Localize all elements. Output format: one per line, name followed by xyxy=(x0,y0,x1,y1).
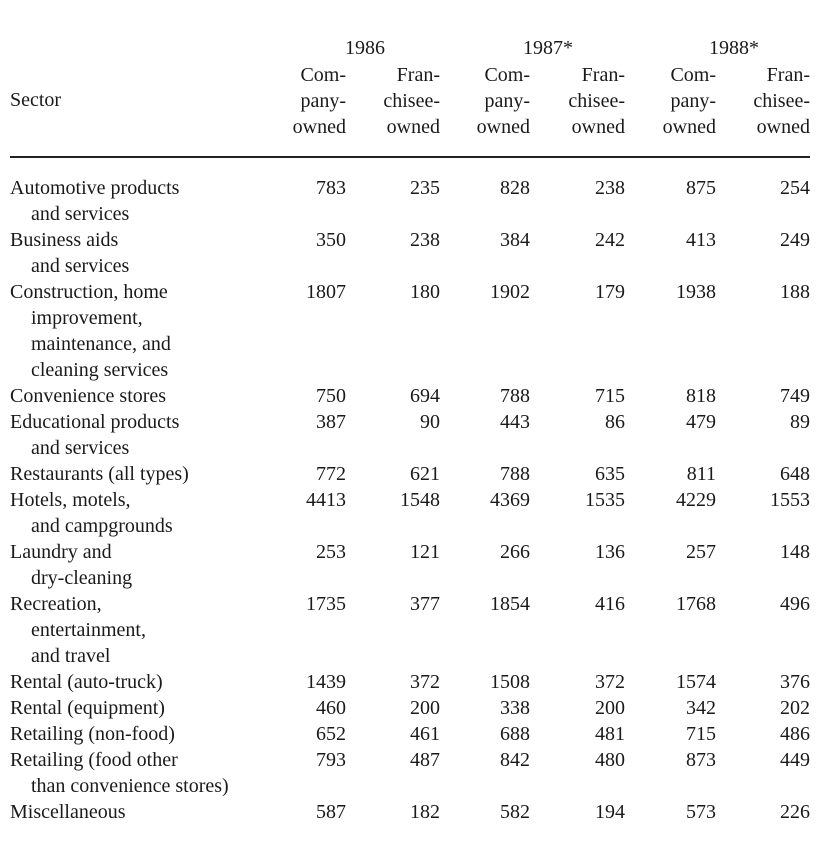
table-row xyxy=(0,799,820,825)
sector-name xyxy=(10,175,280,227)
column-header-1986-company-owned: Com- pany- owned xyxy=(292,64,346,138)
column-header-1988-company-owned: Com- pany- owned xyxy=(662,64,716,138)
sector-name xyxy=(10,695,280,721)
cell-1988-company-owned: 479 xyxy=(686,411,716,433)
sector-name-line: Hotels, motels, xyxy=(10,489,131,511)
sector-name-line: Restaurants (all types) xyxy=(10,463,189,485)
cell-1986-franchisee-owned: 694 xyxy=(410,385,440,407)
cell-1986-company-owned: 587 xyxy=(316,801,346,823)
cell-1986-company-owned: 1807 xyxy=(306,281,346,303)
header-rule xyxy=(10,156,810,158)
cell-1988-company-owned: 873 xyxy=(686,749,716,771)
table-row xyxy=(0,227,820,279)
cell-1987-company-owned: 4369 xyxy=(490,489,530,511)
cell-1986-company-owned: 350 xyxy=(316,229,346,251)
cell-1988-company-owned: 1938 xyxy=(676,281,716,303)
sector-name-continuation: and services xyxy=(31,437,130,459)
cell-1986-company-owned: 1439 xyxy=(306,671,346,693)
sector-name-continuation: cleaning services xyxy=(31,359,169,381)
sector-name xyxy=(10,799,280,825)
cell-1986-company-owned: 460 xyxy=(316,697,346,719)
cell-1988-franchisee-owned: 648 xyxy=(780,463,810,485)
cell-1987-company-owned: 384 xyxy=(500,229,530,251)
sector-name-line: Automotive products xyxy=(10,177,180,199)
cell-1987-company-owned: 1508 xyxy=(490,671,530,693)
cell-1986-franchisee-owned: 200 xyxy=(410,697,440,719)
cell-1988-franchisee-owned: 496 xyxy=(780,593,810,615)
sector-name-line: Rental (equipment) xyxy=(10,697,165,719)
sector-name-line: Retailing (non-food) xyxy=(10,723,175,745)
cell-1986-franchisee-owned: 487 xyxy=(410,749,440,771)
cell-1988-franchisee-owned: 449 xyxy=(780,749,810,771)
sector-name-line: Construction, home xyxy=(10,281,168,303)
sector-name xyxy=(10,279,280,383)
table-row xyxy=(0,695,820,721)
cell-1987-company-owned: 1902 xyxy=(490,281,530,303)
sector-name xyxy=(10,747,280,799)
cell-1987-franchisee-owned: 179 xyxy=(595,281,625,303)
column-header-1987-company-owned: Com- pany- owned xyxy=(476,64,530,138)
cell-1988-franchisee-owned: 148 xyxy=(780,541,810,563)
cell-1986-company-owned: 253 xyxy=(316,541,346,563)
cell-1986-franchisee-owned: 90 xyxy=(420,411,440,433)
year-heading-1986: 1986 xyxy=(345,37,385,59)
cell-1988-company-owned: 413 xyxy=(686,229,716,251)
table-header xyxy=(0,0,820,160)
sector-name-line: Laundry and xyxy=(10,541,112,563)
cell-1988-company-owned: 875 xyxy=(686,177,716,199)
column-header-1988-franchisee-owned: Fran- chisee- owned xyxy=(753,64,810,138)
cell-1986-franchisee-owned: 238 xyxy=(410,229,440,251)
sector-name xyxy=(10,461,280,487)
cell-1986-company-owned: 387 xyxy=(316,411,346,433)
cell-1986-company-owned: 652 xyxy=(316,723,346,745)
cell-1988-company-owned: 257 xyxy=(686,541,716,563)
cell-1987-franchisee-owned: 136 xyxy=(595,541,625,563)
cell-1987-franchisee-owned: 194 xyxy=(595,801,625,823)
sector-name xyxy=(10,591,280,669)
cell-1987-franchisee-owned: 635 xyxy=(595,463,625,485)
cell-1987-company-owned: 582 xyxy=(500,801,530,823)
cell-1986-franchisee-owned: 180 xyxy=(410,281,440,303)
cell-1987-franchisee-owned: 200 xyxy=(595,697,625,719)
cell-1988-franchisee-owned: 486 xyxy=(780,723,810,745)
cell-1986-franchisee-owned: 372 xyxy=(410,671,440,693)
column-header-1987-franchisee-owned: Fran- chisee- owned xyxy=(568,64,625,138)
cell-1987-company-owned: 443 xyxy=(500,411,530,433)
cell-1986-company-owned: 1735 xyxy=(306,593,346,615)
sector-name-line: Rental (auto-truck) xyxy=(10,671,163,693)
cell-1986-franchisee-owned: 235 xyxy=(410,177,440,199)
sector-name xyxy=(10,721,280,747)
cell-1986-company-owned: 772 xyxy=(316,463,346,485)
cell-1986-company-owned: 783 xyxy=(316,177,346,199)
sector-name-continuation: improvement, xyxy=(31,307,143,329)
year-heading-1987: 1987* xyxy=(523,37,573,59)
table-row xyxy=(0,409,820,461)
sector-name xyxy=(10,227,280,279)
cell-1987-franchisee-owned: 86 xyxy=(605,411,625,433)
cell-1988-company-owned: 342 xyxy=(686,697,716,719)
cell-1986-franchisee-owned: 182 xyxy=(410,801,440,823)
cell-1988-company-owned: 811 xyxy=(686,463,716,485)
cell-1986-franchisee-owned: 461 xyxy=(410,723,440,745)
table-row xyxy=(0,487,820,539)
cell-1988-franchisee-owned: 749 xyxy=(780,385,810,407)
cell-1987-franchisee-owned: 238 xyxy=(595,177,625,199)
sector-name-line: Recreation, xyxy=(10,593,102,615)
sector-name xyxy=(10,539,280,591)
table-row xyxy=(0,279,820,383)
cell-1986-franchisee-owned: 621 xyxy=(410,463,440,485)
sector-name-continuation: and travel xyxy=(31,645,111,667)
cell-1987-company-owned: 788 xyxy=(500,385,530,407)
cell-1987-franchisee-owned: 1535 xyxy=(585,489,625,511)
cell-1988-franchisee-owned: 89 xyxy=(790,411,810,433)
cell-1988-company-owned: 1768 xyxy=(676,593,716,615)
table-row xyxy=(0,747,820,799)
cell-1988-company-owned: 573 xyxy=(686,801,716,823)
cell-1987-company-owned: 338 xyxy=(500,697,530,719)
sector-name xyxy=(10,487,280,539)
table-row xyxy=(0,461,820,487)
cell-1988-company-owned: 1574 xyxy=(676,671,716,693)
year-heading-1988: 1988* xyxy=(709,37,759,59)
cell-1986-franchisee-owned: 121 xyxy=(410,541,440,563)
sector-name-continuation: maintenance, and xyxy=(31,333,171,355)
cell-1987-franchisee-owned: 480 xyxy=(595,749,625,771)
sector-name-line: Educational products xyxy=(10,411,180,433)
cell-1987-franchisee-owned: 416 xyxy=(595,593,625,615)
cell-1988-franchisee-owned: 249 xyxy=(780,229,810,251)
cell-1988-franchisee-owned: 188 xyxy=(780,281,810,303)
cell-1987-company-owned: 266 xyxy=(500,541,530,563)
table-row xyxy=(0,539,820,591)
sector-name-continuation: than convenience stores) xyxy=(31,775,229,797)
cell-1988-franchisee-owned: 376 xyxy=(780,671,810,693)
cell-1988-franchisee-owned: 226 xyxy=(780,801,810,823)
sector-name-line: Miscellaneous xyxy=(10,801,126,823)
cell-1987-franchisee-owned: 481 xyxy=(595,723,625,745)
cell-1988-company-owned: 715 xyxy=(686,723,716,745)
sector-name-line: Retailing (food other xyxy=(10,749,178,771)
cell-1987-company-owned: 788 xyxy=(500,463,530,485)
cell-1988-franchisee-owned: 202 xyxy=(780,697,810,719)
sector-name-continuation: and services xyxy=(31,255,130,277)
cell-1987-company-owned: 828 xyxy=(500,177,530,199)
sector-name-line: Convenience stores xyxy=(10,385,167,407)
cell-1987-company-owned: 842 xyxy=(500,749,530,771)
table-row xyxy=(0,669,820,695)
cell-1986-franchisee-owned: 377 xyxy=(410,593,440,615)
table-body xyxy=(0,175,820,825)
table-row xyxy=(0,383,820,409)
cell-1988-company-owned: 818 xyxy=(686,385,716,407)
sector-name xyxy=(10,409,280,461)
cell-1988-franchisee-owned: 1553 xyxy=(770,489,810,511)
cell-1988-franchisee-owned: 254 xyxy=(780,177,810,199)
cell-1987-franchisee-owned: 372 xyxy=(595,671,625,693)
cell-1986-company-owned: 750 xyxy=(316,385,346,407)
table-row xyxy=(0,591,820,669)
sector-name xyxy=(10,383,280,409)
cell-1986-company-owned: 4413 xyxy=(306,489,346,511)
sector-name-continuation: dry-cleaning xyxy=(31,567,133,589)
sector-column-header: Sector xyxy=(10,89,62,111)
cell-1988-company-owned: 4229 xyxy=(676,489,716,511)
cell-1987-company-owned: 1854 xyxy=(490,593,530,615)
cell-1987-franchisee-owned: 715 xyxy=(595,385,625,407)
sector-name-continuation: entertainment, xyxy=(31,619,146,641)
cell-1986-franchisee-owned: 1548 xyxy=(400,489,440,511)
sector-name-continuation: and campgrounds xyxy=(31,515,173,537)
column-header-1986-franchisee-owned: Fran- chisee- owned xyxy=(383,64,440,138)
cell-1987-franchisee-owned: 242 xyxy=(595,229,625,251)
table-row xyxy=(0,175,820,227)
sector-name-line: Business aids xyxy=(10,229,119,251)
cell-1987-company-owned: 688 xyxy=(500,723,530,745)
cell-1986-company-owned: 793 xyxy=(316,749,346,771)
sector-name xyxy=(10,669,280,695)
table-row xyxy=(0,721,820,747)
sector-name-continuation: and services xyxy=(31,203,130,225)
